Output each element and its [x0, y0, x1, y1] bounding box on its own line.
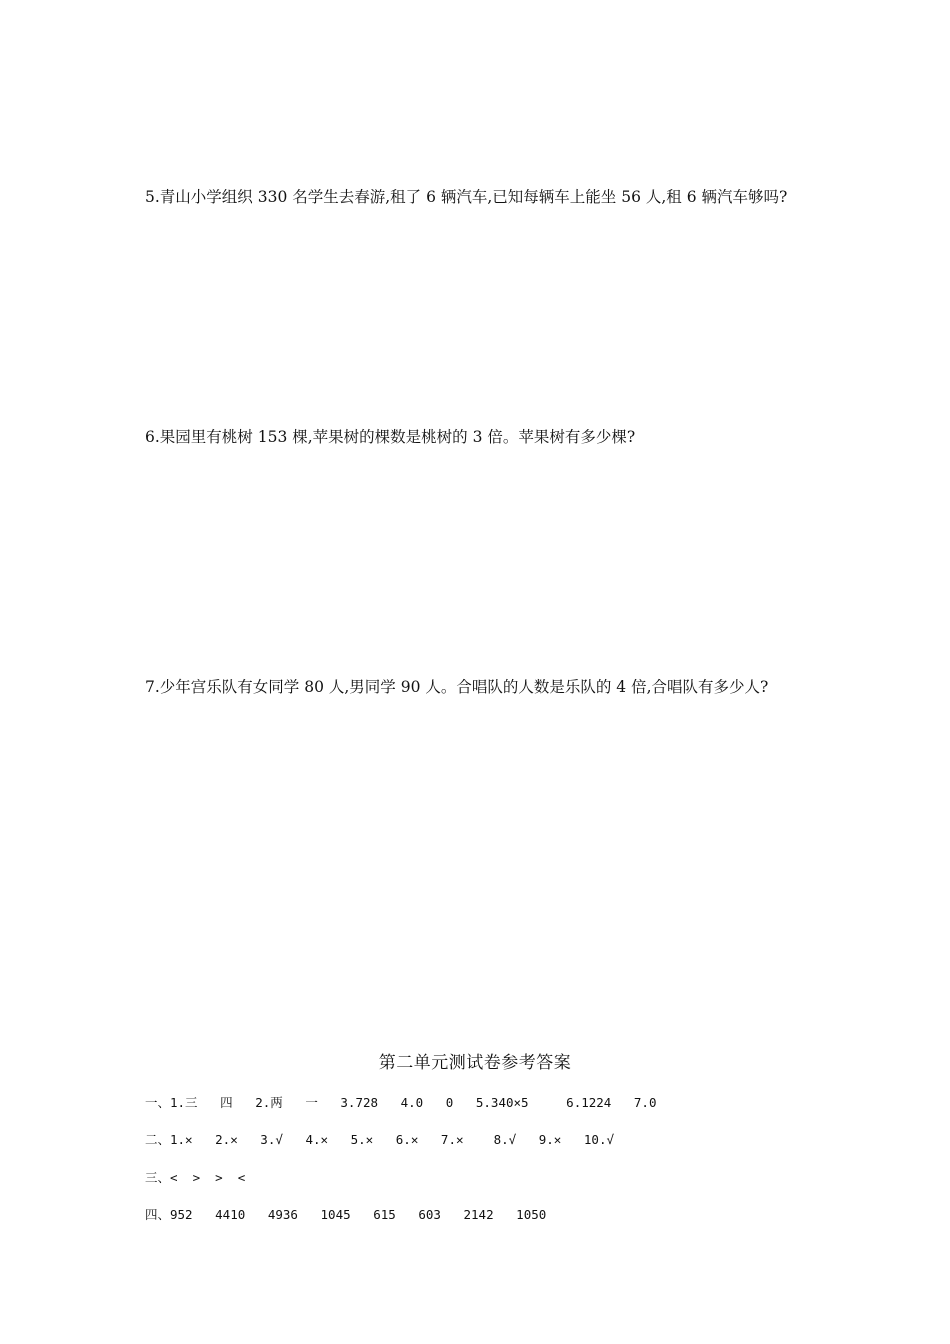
answer-section-2: 二、1.✕ 2.✕ 3.√ 4.✕ 5.✕ 6.✕ 7.✕ 8.√ 9.✕ 10.√ — [145, 1132, 615, 1147]
question-6: 6.果园里有桃树 153 棵,苹果树的棵数是桃树的 3 倍。苹果树有多少棵? — [145, 428, 636, 446]
answer-section-1: 一、1.三 四 2.两 一 3.728 4.0 0 5.340×5 6.1224 7.0 — [145, 1095, 657, 1110]
question-5: 5.青山小学组织 330 名学生去春游,租了 6 辆汽车,已知每辆车上能坐 56 人,租 6 辆汽车够吗? — [145, 188, 788, 206]
answer-key-title: 第二单元测试卷参考答案 — [378, 1053, 572, 1073]
answer-section-3: 三、< > > < — [145, 1170, 246, 1185]
question-7: 7.少年宫乐队有女同学 80 人,男同学 90 人。合唱队的人数是乐队的 4 倍,合唱队有多少人? — [145, 678, 769, 696]
answer-section-4: 四、952 4410 4936 1045 615 603 2142 1050 — [145, 1207, 547, 1222]
